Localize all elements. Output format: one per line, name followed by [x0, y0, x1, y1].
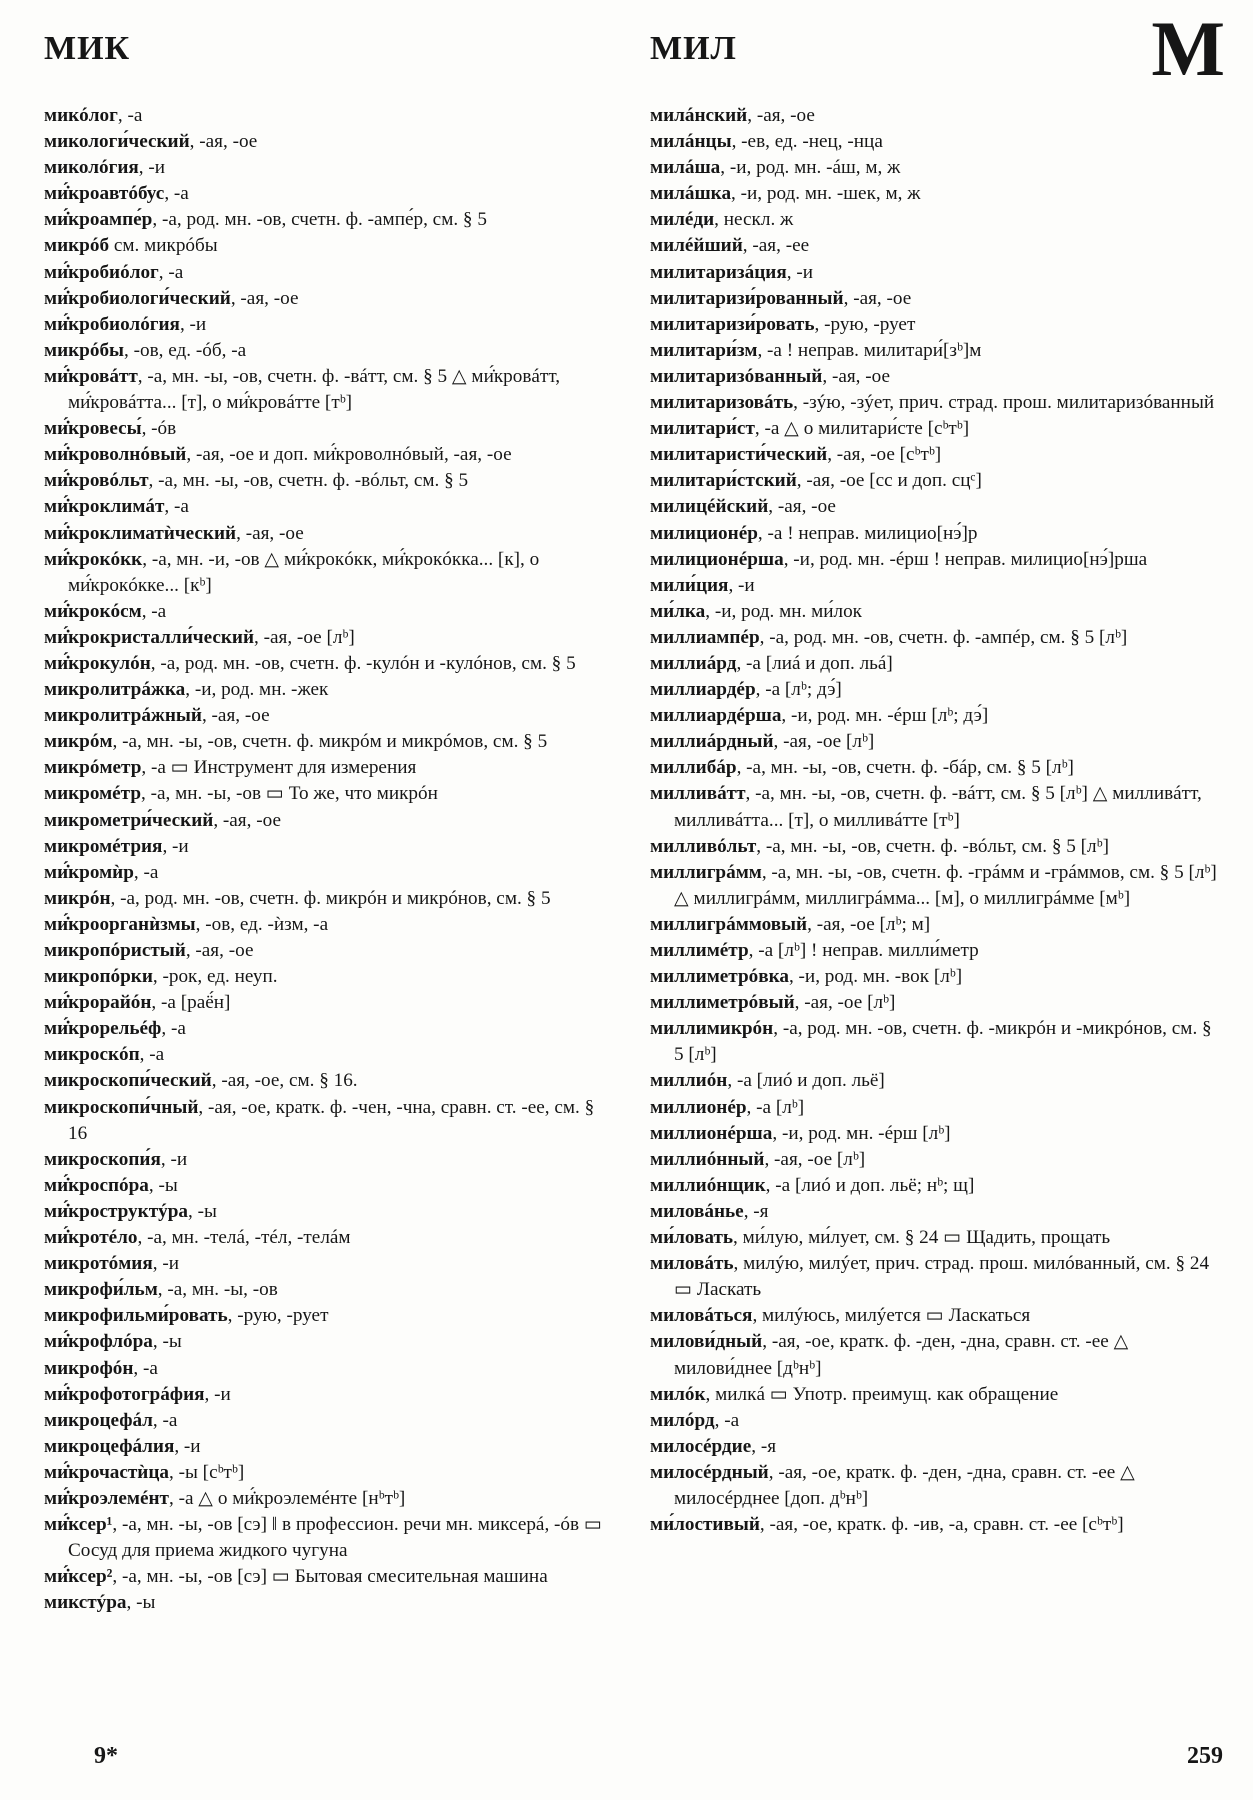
dictionary-entry: микроскóп, -а — [44, 1044, 165, 1066]
dictionary-entry: ми̇́крорельéф, -а — [44, 1018, 186, 1040]
dictionary-entry: миллиардéр, -а [лᵇ; дэ́] — [650, 679, 842, 701]
dictionary-entry: микстýра, -ы — [44, 1592, 156, 1614]
page-number: 259 — [1187, 1743, 1223, 1769]
dictionary-entry: микрометри́ческий, -ая, -ое — [44, 809, 281, 831]
dictionary-entry: милитаризи́ровать, -рую, -рует — [650, 313, 916, 335]
dictionary-entry: миллимикрóн, -а, род. мн. -ов, счетн. ф. -микрóн и -микрóнов, см. § 5 [лᵇ] — [650, 1018, 1212, 1066]
dictionary-entry: микропóрки, -рок, ед. неуп. — [44, 966, 278, 988]
dictionary-entry: милáнский, -ая, -ое — [650, 105, 815, 126]
dictionary-entry: ми̇́крокристалли́ческий, -ая, -ое [лᵇ] — [44, 626, 355, 648]
dictionary-entry: микологи́ческий, -ая, -ое — [44, 131, 258, 153]
dictionary-entry: ми̇́ксер², -а, мн. -ы, -ов [сэ] ▭ Бытовая смесительная машина — [44, 1566, 548, 1588]
dictionary-entry: милосéрдный, -ая, -ое, кратк. ф. -ден, -дна, сравн. ст. -ее △ милосéрднее [доп. дᵇнᵇ] — [650, 1461, 1135, 1509]
dictionary-entry: микротóмия, -и — [44, 1253, 179, 1275]
dictionary-entry: миллиáрд, -а [лиá и доп. льá] — [650, 652, 893, 674]
dictionary-entry: милитаризóванный, -ая, -ое — [650, 365, 890, 387]
dictionary-entry: милитари́ст, -а △ о милитари́сте [сᵇтᵇ] — [650, 418, 970, 440]
dictionary-entry: миллибáр, -а, мн. -ы, -ов, счетн. ф. -бáр, см. § 5 [лᵇ] — [650, 757, 1074, 779]
dictionary-entry: ми̇́кроэлемéнт, -а △ о ми̇́кроэлемéнте [нᵇтᵇ] — [44, 1487, 406, 1509]
dictionary-entry: милитаризáция, -и — [650, 261, 813, 283]
dictionary-entry: ми̇́кроавтóбус, -а — [44, 183, 189, 205]
dictionary-entry: миллимéтр, -а [лᵇ] ! неправ. милли́метр — [650, 940, 979, 961]
dictionary-entry: милитари́зм, -а ! неправ. милитари́[зᵇ]м — [650, 339, 982, 361]
dictionary-entry: миллиóнщик, -а [лиó и доп. льё; нᵇ; щ] — [650, 1174, 975, 1196]
dictionary-entry: миловáться, милýюсь, милýется ▭ Ласкаться — [650, 1305, 1031, 1327]
dictionary-entry: ми́лостивый, -ая, -ое, кратк. ф. -ив, -а, сравн. ст. -ее [сᵇтᵇ] — [650, 1514, 1124, 1536]
dictionary-entry: микроцефáл, -а — [44, 1409, 178, 1431]
right-column — [650, 103, 1226, 1538]
section-letter: М — [1151, 5, 1225, 92]
dictionary-entry: миллигрáммовый, -ая, -ое [лᵇ; м] — [650, 913, 931, 935]
dictionary-entry: микрофи́льм, -а, мн. -ы, -ов — [44, 1279, 278, 1301]
dictionary-entry: микроцефáлия, -и — [44, 1435, 201, 1457]
dictionary-entry: милитаризи́рованный, -ая, -ое — [650, 287, 912, 309]
dictionary-entry: милéйший, -ая, -ее — [650, 235, 810, 257]
dictionary-entry: милови́дный, -ая, -ое, кратк. ф. -ден, -дна, сравн. ст. -ее △ милови́днее [дᵇнᵇ] — [650, 1331, 1129, 1379]
dictionary-entry: ми̇́крофотогрáфия, -и — [44, 1383, 231, 1405]
dictionary-entry: милéди, нескл. ж — [650, 209, 794, 231]
dictionary-entry: ми̇́кробиологи́ческий, -ая, -ое — [44, 287, 299, 309]
dictionary-entry: милитари́стский, -ая, -ое [сс и доп. сцᶜ] — [650, 470, 982, 492]
dictionary-entry: ми̇́кроорганѝзмы, -ов, ед. -ѝзм, -а — [44, 913, 329, 935]
dictionary-entry: милиционéр, -а ! неправ. милицио[нэ́]р — [650, 522, 978, 544]
dictionary-entry: микроскопи́чный, -ая, -ое, кратк. ф. -чен, -чна, сравн. ст. -ее, см. § 16 — [44, 1096, 595, 1144]
dictionary-entry: милливóльт, -а, мн. -ы, -ов, счетн. ф. -вóльт, см. § 5 [лᵇ] — [650, 835, 1109, 857]
dictionary-entry: ми̇́крочастѝца, -ы [сᵇтᵇ] — [44, 1461, 245, 1483]
dictionary-entry: ми̇́кроампе́р, -а, род. мн. -ов, счетн. ф. -ампе́р, см. § 5 — [44, 209, 487, 231]
dictionary-entry: милосéрдие, -я — [650, 1435, 777, 1457]
dictionary-entry: ми̇́кровáтт, -а, мн. -ы, -ов, счетн. ф. -вáтт, см. § 5 △ ми̇́кровáтт, ми̇́кровáтта... [т], о ми̇́кровáтте [тᵇ] — [44, 365, 561, 414]
dictionary-entry: ми̇́крокóсм, -а — [44, 600, 167, 622]
dictionary-entry: ми̇́крорайóн, -а [раё́н] — [44, 992, 231, 1014]
dictionary-entry: микролитрáжный, -ая, -ое — [44, 705, 270, 727]
guide-word-left: МИК — [44, 30, 131, 67]
dictionary-entry: ми̇́кротéло, -а, мн. -телá, -тéл, -телáм — [44, 1227, 351, 1249]
dictionary-entry: миллиáрдный, -ая, -ое [лᵇ] — [650, 731, 875, 753]
dictionary-entry: ми̇́кровесы́, -óв — [44, 418, 177, 440]
dictionary-entry: миллиампéр, -а, род. мн. -ов, счетн. ф. -ампéр, см. § 5 [лᵇ] — [650, 626, 1128, 648]
dictionary-entry: микроскопи́я, -и — [44, 1148, 188, 1170]
dictionary-entry: микролитрáжка, -и, род. мн. -жек — [44, 679, 329, 701]
dictionary-entry: миллионéрша, -и, род. мн. -éрш [лᵇ] — [650, 1122, 951, 1144]
dictionary-entry: миллиметрóвый, -ая, -ое [лᵇ] — [650, 992, 896, 1014]
dictionary-entry: милáшка, -и, род. мн. -шек, м, ж — [650, 183, 921, 205]
dictionary-entry: микромéтр, -а, мн. -ы, -ов ▭ То же, что микрóн — [44, 783, 438, 805]
dictionary-entry: микрóб см. микрóбы — [44, 235, 218, 257]
dictionary-entry: микрóбы, -ов, ед. -óб, -а — [44, 339, 247, 361]
dictionary-entry: ми̇́кробиолóгия, -и — [44, 313, 207, 335]
dictionary-entry: миллиóнный, -ая, -ое [лᵇ] — [650, 1148, 866, 1170]
dictionary-entry: ми̇́крокулóн, -а, род. мн. -ов, счетн. ф. -кулóн и -кулóнов, см. § 5 — [44, 652, 576, 674]
dictionary-entry: миллионéр, -а [лᵇ] — [650, 1096, 805, 1118]
dictionary-entry: ми̇́ксер¹, -а, мн. -ы, -ов [сэ] ‖ в профессион. речи мн. миксерá, -óв ▭ Сосуд для приема жидкого чугуна — [44, 1514, 603, 1562]
dictionary-entry: микрóм, -а, мн. -ы, -ов, счетн. ф. микрóм и микрóмов, см. § 5 — [44, 731, 548, 753]
dictionary-entry: милитаристи́ческий, -ая, -ое [сᵇтᵇ] — [650, 444, 942, 466]
dictionary-entry: ми̇́кробиóлог, -а — [44, 261, 184, 283]
dictionary-entry: милиционéрша, -и, род. мн. -éрш ! неправ. милицио[нэ́]рша — [650, 548, 1148, 570]
dictionary-entry: миллиметрóвка, -и, род. мн. -вок [лᵇ] — [650, 966, 963, 988]
dictionary-entry: миллиардéрша, -и, род. мн. -éрш [лᵇ; дэ́] — [650, 705, 989, 727]
dictionary-entry: ми̇́кроспóра, -ы — [44, 1174, 178, 1196]
dictionary-entry: ми̇́кроклиматѝческий, -ая, -ое — [44, 522, 304, 544]
printer-signature: 9* — [94, 1743, 118, 1769]
dictionary-entry: милóк, милкá ▭ Употр. преимущ. как обращение — [650, 1383, 1059, 1405]
dictionary-entry: миллиóн, -а [лиó и доп. льё] — [650, 1070, 885, 1092]
dictionary-entry: миллигрáмм, -а, мн. -ы, -ов, счетн. ф. -грáмм и -грáммов, см. § 5 [лᵇ] △ миллигрáмм, миллигрáмма... [м], о миллигрáмме [мᵇ] — [650, 861, 1217, 909]
dictionary-entry: милáша, -и, род. мн. -áш, м, ж — [650, 157, 901, 179]
dictionary-entry: ми̇́кроструктýра, -ы — [44, 1200, 217, 1222]
dictionary-entry: микромéтрия, -и — [44, 835, 189, 857]
dictionary-entry: ми̇́крокóкк, -а, мн. -и, -ов △ ми̇́крокóкк, ми̇́крокóкка... [к], о ми̇́крокóкке... [кᵇ] — [44, 548, 540, 596]
dictionary-entry: ми̇́крофлóра, -ы — [44, 1331, 182, 1353]
dictionary-entry: милливáтт, -а, мн. -ы, -ов, счетн. ф. -вáтт, см. § 5 [лᵇ] △ милливáтт, милливáтта... [т], о милливáтте [тᵇ] — [650, 783, 1202, 831]
dictionary-entry: мили́ция, -и — [650, 574, 755, 596]
dictionary-entry: милицéйский, -ая, -ое — [650, 496, 836, 518]
dictionary-entry: микрóн, -а, род. мн. -ов, счетн. ф. микрóн и микрóнов, см. § 5 — [44, 887, 551, 909]
dictionary-entry: микóлог, -а — [44, 105, 143, 126]
dictionary-entry: милитаризовáть, -зýю, -зýет, прич. страд. прош. милитаризóванный — [650, 392, 1215, 414]
dictionary-entry: микрóметр, -а ▭ Инструмент для измерения — [44, 757, 417, 779]
dictionary-entry: ми́лка, -и, род. мн. ми́лок — [650, 600, 862, 622]
dictionary-entry: миколóгия, -и — [44, 157, 166, 179]
dictionary-entry: милáнцы, -ев, ед. -нец, -нца — [650, 131, 883, 153]
dictionary-entry: микрофóн, -а — [44, 1357, 158, 1379]
dictionary-entry: микрофильми́ровать, -рую, -рует — [44, 1305, 329, 1327]
dictionary-entry: миловáть, милýю, милýет, прич. страд. прош. милóванный, см. § 24 ▭ Ласкать — [650, 1253, 1210, 1301]
dictionary-entry: микроскопи́ческий, -ая, -ое, см. § 16. — [44, 1070, 358, 1092]
dictionary-entry: ми̇́кромѝр, -а — [44, 861, 159, 883]
dictionary-entry: ми̇́кроволнóвый, -ая, -ое и доп. ми̇́кроволнóвый, -ая, -ое — [44, 444, 512, 466]
left-column — [44, 103, 612, 1616]
dictionary-entry: микропóристый, -ая, -ое — [44, 940, 254, 961]
guide-word-right: МИЛ — [650, 30, 737, 67]
dictionary-entry: ми̇́кроклимáт, -а — [44, 496, 189, 518]
dictionary-entry: миловáнье, -я — [650, 1200, 769, 1222]
dictionary-entry: ми́ловать, ми́лую, ми́лует, см. § 24 ▭ Щадить, прощать — [650, 1227, 1111, 1249]
dictionary-entry: милóрд, -а — [650, 1409, 740, 1431]
dictionary-entry: ми̇́кровóльт, -а, мн. -ы, -ов, счетн. ф. -вóльт, см. § 5 — [44, 470, 469, 492]
